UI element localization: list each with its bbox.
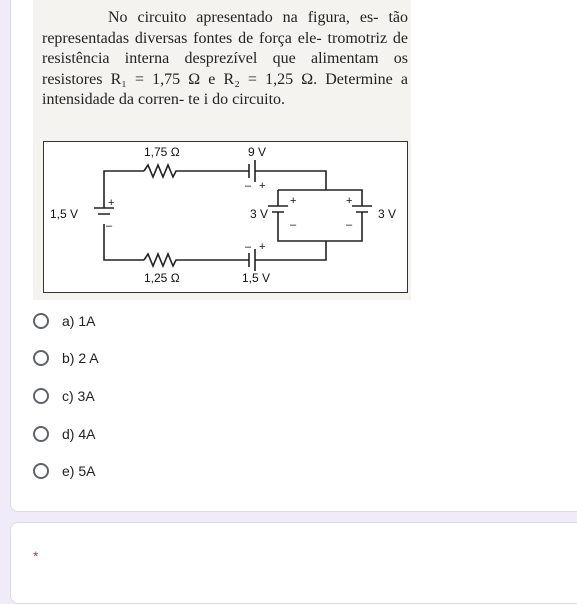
battery-3v-right: [352, 206, 372, 212]
wire: [326, 212, 362, 241]
battery-9v: [249, 160, 255, 182]
option-a[interactable]: [33, 310, 95, 332]
resistor-r2: [144, 254, 249, 266]
plus-sign: +: [259, 180, 266, 192]
minus-sign: –: [290, 219, 297, 231]
problem-line: tromotriz de resistência interna desprezível: [42, 29, 409, 67]
wire: [278, 212, 326, 241]
wire: [326, 190, 362, 206]
plus-sign: +: [259, 241, 266, 253]
circuit-diagram: [43, 141, 408, 293]
r2-label: 1,25 Ω: [144, 271, 180, 285]
wire: [255, 241, 326, 260]
bottom-battery-label: 1,5 V: [242, 271, 271, 285]
left-battery-label: 1,5 V: [50, 207, 79, 221]
mid-battery-label: 3 V: [250, 207, 269, 221]
wire: [255, 171, 326, 190]
r1-label: 1,75 Ω: [144, 145, 180, 159]
option-label: a) 1A: [62, 313, 96, 329]
radio-circle-icon[interactable]: [33, 313, 49, 329]
option-e[interactable]: [33, 460, 95, 482]
required-marker: *: [33, 548, 39, 564]
problem-statement: [42, 8, 408, 111]
problem-line: R₂ = 1,25 Ω. Determine a intensidade da corren-: [42, 70, 409, 108]
option-label: d) 4A: [62, 426, 96, 442]
next-question-card: [10, 522, 577, 604]
question-image: [33, 0, 411, 300]
minus-sign: –: [245, 241, 252, 253]
radio-circle-icon[interactable]: [33, 463, 49, 479]
top-battery-label: 9 V: [248, 145, 267, 159]
radio-circle-icon[interactable]: [33, 388, 49, 404]
option-label: b) 2 A: [62, 350, 99, 366]
wire: [278, 190, 326, 206]
right-battery-label: 3 V: [378, 207, 397, 221]
radio-circle-icon[interactable]: [33, 426, 49, 442]
problem-line: que alimentam os resistores R₁ = 1,75 Ω e: [42, 50, 409, 88]
problem-line: tão representadas diversas fontes de força ele-: [42, 9, 409, 47]
plus-sign: +: [108, 197, 115, 209]
plus-sign: +: [290, 195, 297, 207]
problem-line: te i do circuito.: [188, 91, 286, 108]
plus-sign: +: [346, 195, 353, 207]
minus-sign: –: [245, 180, 252, 192]
radio-circle-icon[interactable]: [33, 350, 49, 366]
problem-line: No circuito apresentado na figura, es-: [108, 9, 379, 26]
option-b[interactable]: [33, 347, 99, 369]
option-label: e) 5A: [62, 463, 96, 479]
option-d[interactable]: [33, 423, 95, 445]
minus-sign: –: [106, 220, 113, 232]
battery-3v-mid: [268, 206, 288, 212]
option-c[interactable]: [33, 385, 95, 407]
resistor-r1: [144, 165, 249, 177]
circuit-svg: [44, 142, 407, 292]
minus-sign: –: [346, 219, 353, 231]
option-label: c) 3A: [62, 388, 95, 404]
